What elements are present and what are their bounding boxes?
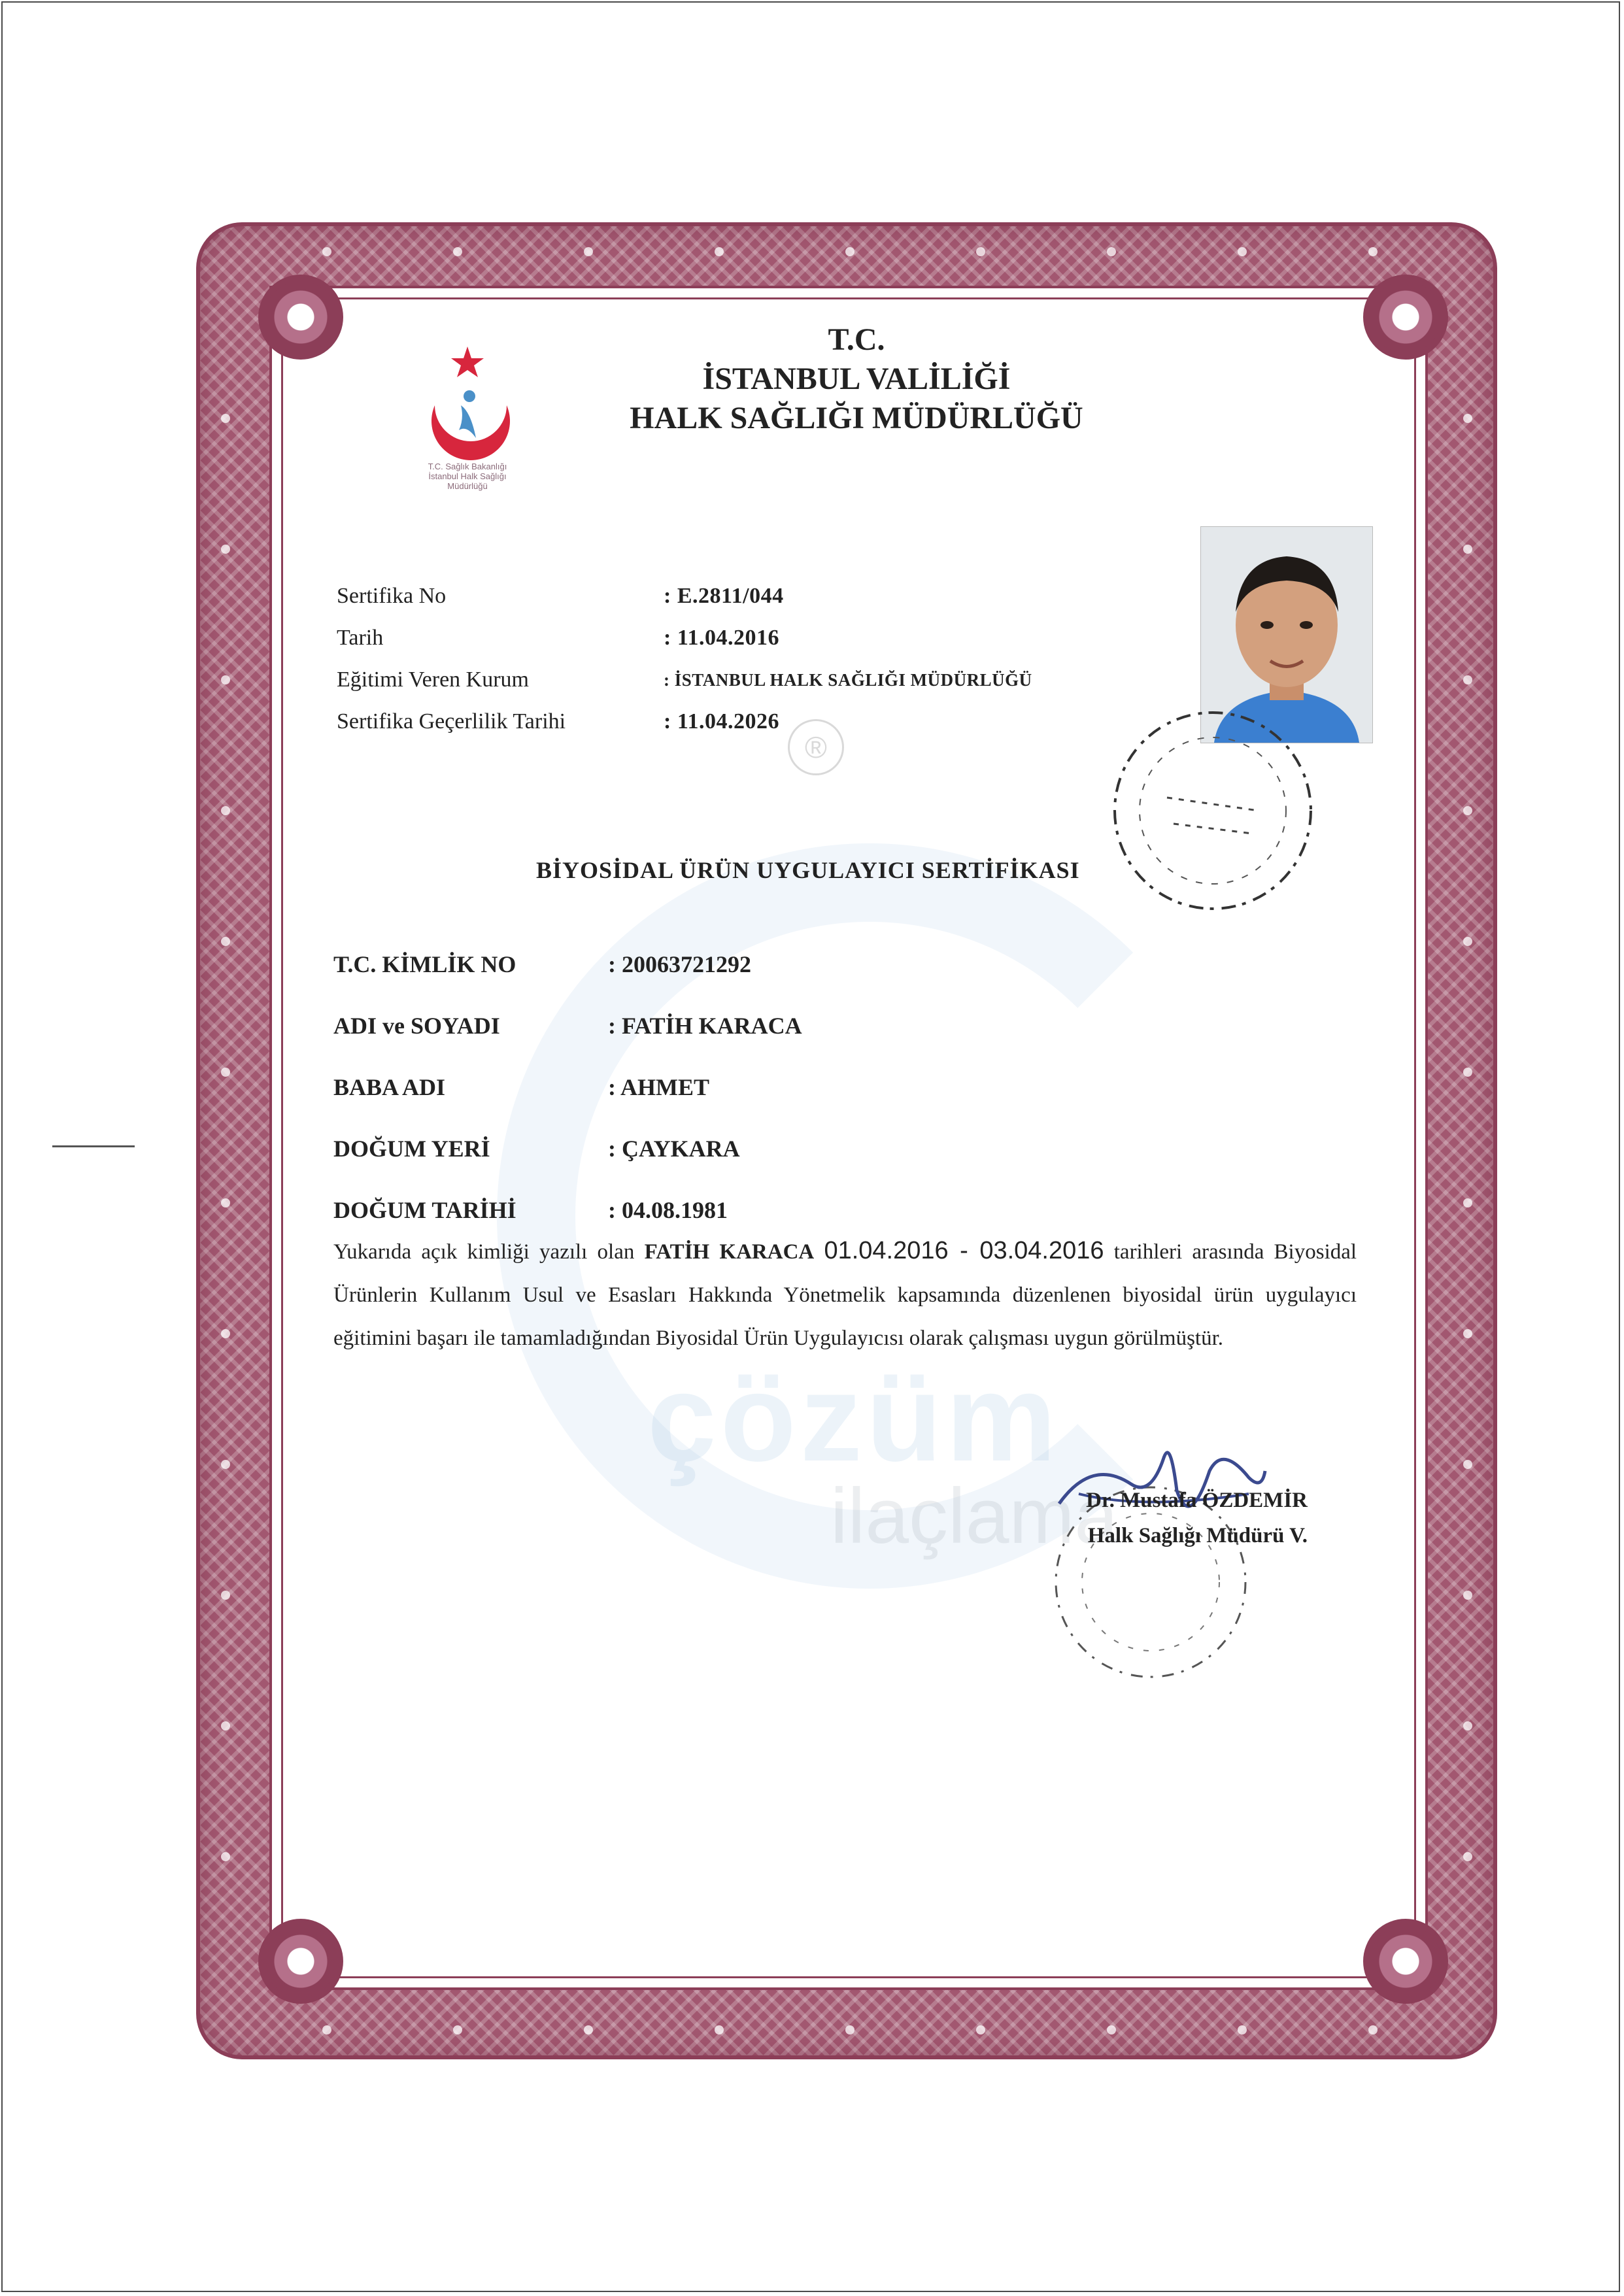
identity-label: DOĞUM YERİ bbox=[333, 1136, 490, 1162]
identity-label: DOĞUM TARİHİ bbox=[333, 1197, 516, 1223]
statement-holder-name: FATİH KARACA bbox=[644, 1240, 815, 1264]
identity-value: : ÇAYKARA bbox=[608, 1136, 740, 1162]
logo-caption-line: T.C. Sağlık Bakanlığı bbox=[428, 462, 507, 471]
logo-caption-line: İstanbul Halk Sağlığı bbox=[428, 471, 507, 481]
certificate-meta bbox=[337, 575, 1032, 743]
statement-text: tarihleri arasında Biyosidal Ürünlerin Kullanım Usul ve Esasları Hakkında Yönetmelik kapsamında düzenlenen biyosidal ürün uygulayıcı eğitimini başarı ile tamamladığından Biyosidal Ürün Uygulayıcısı olarak çalışması uygun görülmüştür. bbox=[333, 1240, 1357, 1350]
signer-block bbox=[1020, 1483, 1308, 1553]
identity-value: : 20063721292 bbox=[608, 951, 751, 977]
meta-row bbox=[337, 617, 1032, 659]
corner-ornament bbox=[1363, 275, 1448, 360]
meta-label: Sertifika Geçerlilik Tarihi bbox=[337, 709, 566, 734]
identity-row bbox=[333, 1056, 802, 1118]
signer-name: Dr. Mustafa ÖZDEMİR bbox=[1086, 1489, 1308, 1512]
signer-title: Halk Sağlığı Müdürü V. bbox=[1087, 1524, 1308, 1547]
meta-value: : 11.04.2026 bbox=[664, 709, 779, 734]
identity-row bbox=[333, 934, 802, 995]
meta-row bbox=[337, 701, 1032, 743]
meta-value: : İSTANBUL HALK SAĞLIĞI MÜDÜRLÜĞÜ bbox=[664, 669, 1032, 690]
corner-ornament bbox=[258, 1919, 343, 2004]
identity-value: : 04.08.1981 bbox=[608, 1197, 728, 1223]
identity-row bbox=[333, 1118, 802, 1179]
corner-ornament bbox=[1363, 1919, 1448, 2004]
identity-label: T.C. KİMLİK NO bbox=[333, 951, 516, 977]
registered-mark: ® bbox=[788, 719, 844, 775]
corner-ornament bbox=[258, 275, 343, 360]
meta-row bbox=[337, 575, 1032, 617]
header-line: İSTANBUL VALİLİĞİ bbox=[702, 362, 1011, 396]
margin-mark bbox=[52, 1145, 135, 1147]
meta-value: : E.2811/044 bbox=[664, 584, 784, 608]
watermark-subtext: ilaçlama bbox=[830, 1472, 1119, 1560]
identity-label: ADI ve SOYADI bbox=[333, 1013, 500, 1039]
watermark-text: çözüm bbox=[647, 1349, 1060, 1487]
issuer-header bbox=[575, 320, 1138, 438]
identity-label: BABA ADI bbox=[333, 1074, 446, 1100]
meta-label: Tarih bbox=[337, 626, 384, 650]
statement-text: Yukarıda açık kimliği yazılı olan bbox=[333, 1240, 635, 1264]
statement-training-dates: 01.04.2016 - 03.04.2016 bbox=[824, 1237, 1104, 1264]
meta-label: Eğitimi Veren Kurum bbox=[337, 667, 529, 692]
official-stamp bbox=[1089, 700, 1337, 922]
certification-statement bbox=[333, 1229, 1357, 1360]
identity-value: : AHMET bbox=[608, 1074, 710, 1100]
header-line: HALK SAĞLIĞI MÜDÜRLÜĞÜ bbox=[630, 401, 1083, 435]
meta-value: : 11.04.2016 bbox=[664, 626, 779, 650]
header-line: T.C. bbox=[828, 322, 885, 357]
meta-row bbox=[337, 659, 1032, 701]
meta-label: Sertifika No bbox=[337, 584, 447, 608]
logo-caption-line: Müdürlüğü bbox=[447, 481, 488, 491]
identity-value: : FATİH KARACA bbox=[608, 1013, 802, 1039]
identity-block bbox=[333, 934, 802, 1241]
identity-row bbox=[333, 995, 802, 1056]
certificate-title: BİYOSİDAL ÜRÜN UYGULAYICI SERTİFİKASI bbox=[536, 857, 1080, 883]
logo-caption bbox=[400, 462, 535, 491]
